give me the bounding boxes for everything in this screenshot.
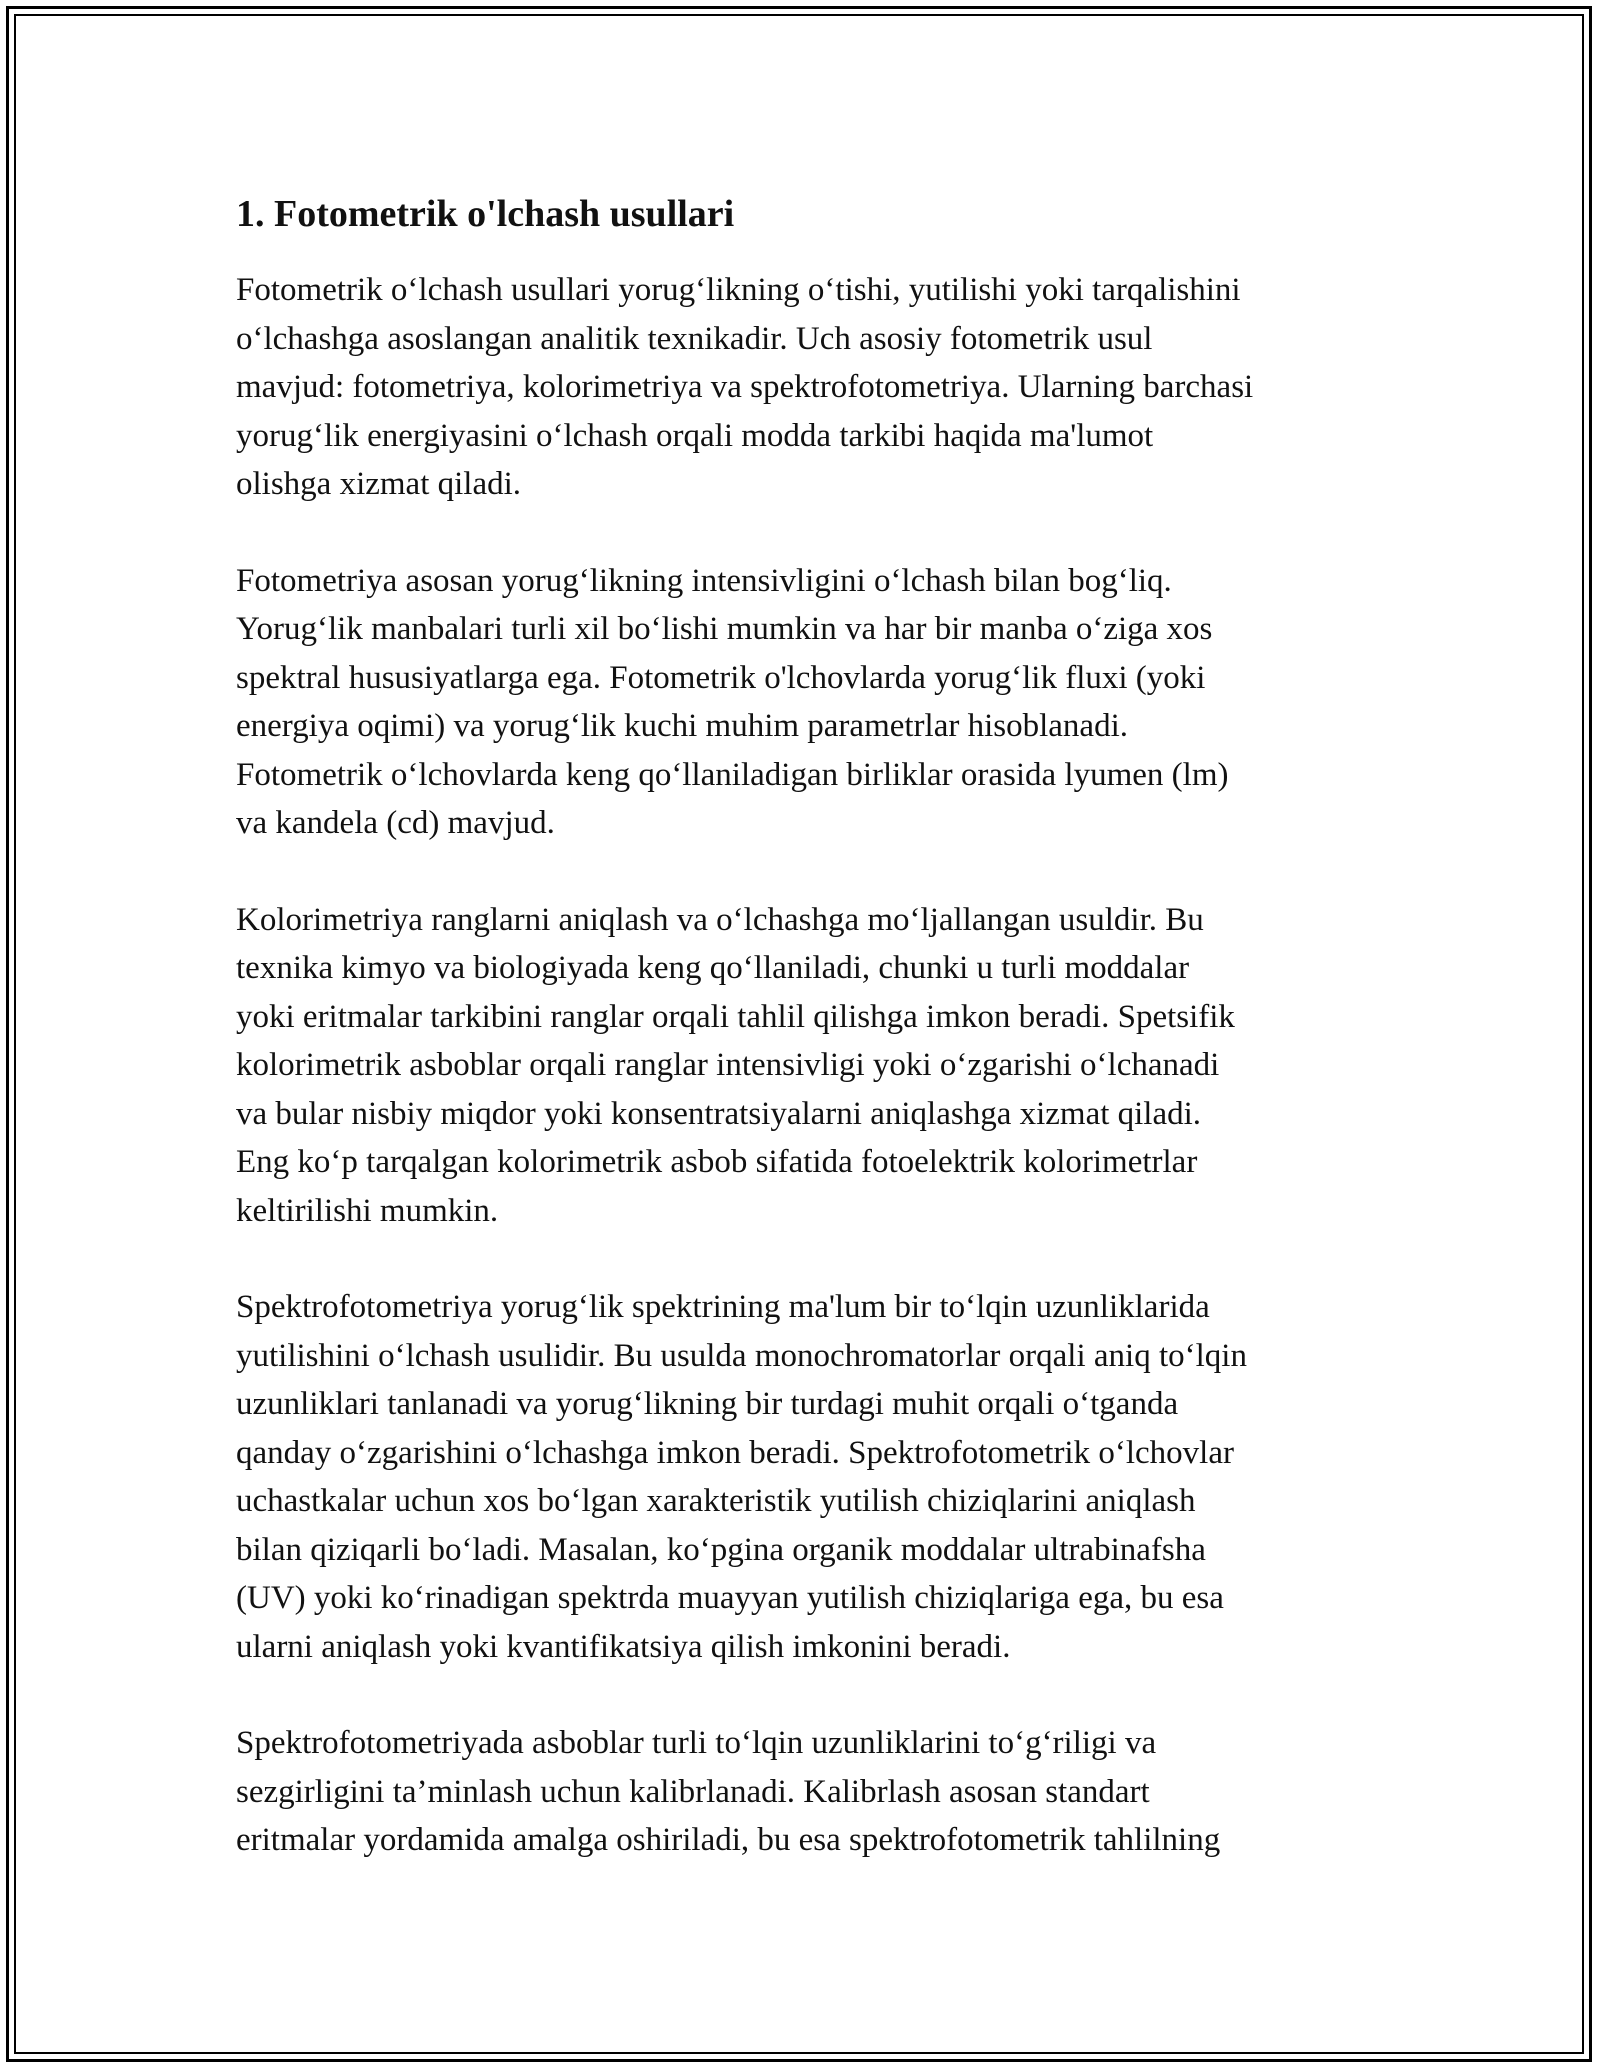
paragraph-kalibrlash: Spektrofotometriyada asboblar turli to‘lqin uzunliklarini to‘g‘riligi va sezgirligini ta’minlash uchun kalibrlanadi. Kalibrlash asosan standart eritmalar yordamida amalga oshiriladi, bu esa spektrofotometrik tahlilning [236,1725,1221,1858]
paragraph-intro: Fotometrik o‘lchash usullari yorug‘likning o‘tishi, yutilishi yoki tarqalishini o‘lchashga asoslangan analitik texnikadir. Uch asosiy fotometrik usul mavjud: fotometriya, kolorimetriya va spektrofotometriya. Ularning barchasi yorug‘lik energiyasini o‘lchash orqali modda tarkibi haqida ma'lumot olishga xizmat qiladi. [236,272,1254,502]
paragraph-kolorimetriya: Kolorimetriya ranglarni aniqlash va o‘lchashga mo‘ljallangan usuldir. Bu texnika kimyo va biologiyada keng qo‘llaniladi, chunki u turli moddalar yoki eritmalar tarkibini ranglar orqali tahlil qilishga imkon beradi. Spetsifik kolorimetrik asboblar orqali ranglar intensivligi yoki o‘zgarishi o‘lchanadi va bular nisbiy miqdor yoki konsentratsiyalarni aniqlashga xizmat qiladi. Eng ko‘p tarqalgan kolorimetrik asbob sifatida fotoelektrik kolorimetrlar keltirilishi mumkin. [236,901,1235,1229]
paragraph-spektrofotometriya: Spektrofotometriya yorug‘lik spektrining ma'lum bir to‘lqin uzunliklarida yutilishini o‘lchash usulidir. Bu usulda monochromatorlar orqali aniq to‘lqin uzunliklari tanlanadi va yorug‘likning bir turdagi muhit orqali o‘tganda qanday o‘zgarishini o‘lchashga imkon beradi. Spektrofotometrik o‘lchovlar uchastkalar uchun xos bo‘lgan xarakteristik yutilish chiziqlarini aniqlash bilan qiziqarli bo‘ladi. Masalan, ko‘pgina organik moddalar ultrabinafsha (UV) yoki ko‘rinadigan spektrda muayyan yutilish chiziqlariga ega, bu esa ularni aniqlash yoki kvantifikatsiya qilish imkonini beradi. [236,1289,1247,1665]
section-heading: 1. Fotometrik o'lchash usullari [236,193,735,235]
document-body [236,188,1386,1913]
paragraph-fotometriya: Fotometriya asosan yorug‘likning intensivligini o‘lchash bilan bog‘liq. Yorug‘lik manbalari turli xil bo‘lishi mumkin va har bir manba o‘ziga xos spektral hususiyatlarga ega. Fotometrik o'lchovlarda yorug‘lik fluxi (yoki energiya oqimi) va yorug‘lik kuchi muhim parametrlar hisoblanadi. Fotometrik o‘lchovlarda keng qo‘llaniladigan birliklar orasida lyumen (lm) va kandela (cd) mavjud. [236,562,1229,841]
